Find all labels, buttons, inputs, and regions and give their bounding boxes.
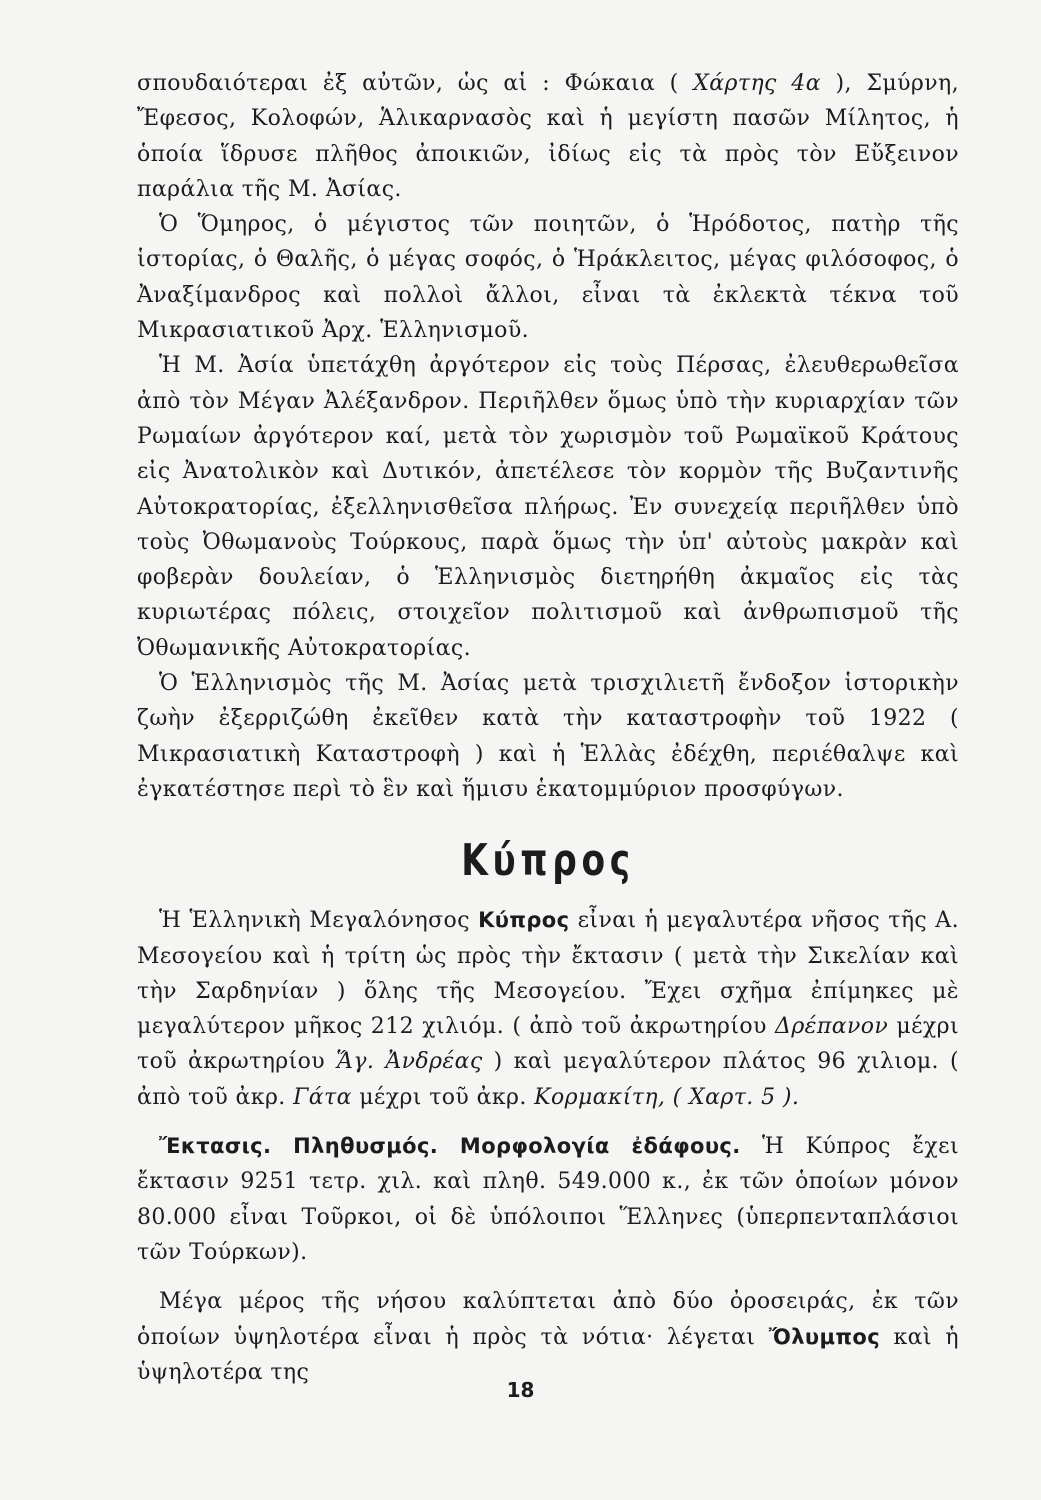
paragraph-ionian-cities [137,66,959,207]
paragraph-mountains [137,1284,959,1390]
place-name: Ἅγ. Ἀνδρέας [336,1049,483,1075]
paragraph-text: Μέγα μέρος τῆς νήσου καλύπτεται ἀπὸ δύο ὀροσειράς, ἐκ τῶν ὁποίων ὑψηλοτέρα εἶναι ἡ πρὸς τὰ νότια· λέγεται [137,1289,959,1350]
paragraph-area-population [137,1129,959,1270]
bold-term: Κύπρος [478,908,570,933]
page-number: 18 [506,1378,535,1402]
paragraph-text: εἶναι ἡ μεγαλυτέρα νῆσος τῆς Α. Μεσογείου καὶ ἡ τρίτη ὡς πρὸς τὴν ἔκτασιν ( μετὰ τὴν Σικελίαν καὶ τὴν Σαρδηνίαν ) ὅλης τῆς Μεσογείου. Ἔχει σχῆμα ἐπίμηκες μὲ μεγαλύτερον μῆκος 212 χιλιόμ. ( ἀπὸ τοῦ ἀκρωτηρίου [137,908,959,1040]
subsection-title: Ἔκτασις. Πληθυσμός. Μορφολογία ἐδάφους. [159,1134,741,1159]
paragraph-text: ), Σμύρνη, Ἔφεσος, Κολοφών, Ἁλικαρνασὸς καὶ ἡ μεγίστη πασῶν Μίλητος, ἡ ὁποία ἵδρυσε πλῆθος ἀποικιῶν, ἰδίως εἰς τὰ πρὸς τὸν Εὔξεινον παράλια τῆς Μ. Ἀσίας. [137,71,959,202]
paragraph-gap [137,1115,959,1129]
paragraph-text: μέχρι τοῦ ἀκρωτηρίου [137,1014,959,1075]
place-name: Κορμακίτη, ( Χαρτ. 5 ). [534,1084,800,1110]
place-name: Δρέπανον [775,1014,889,1040]
paragraph-famous-men: Ὁ Ὅμηρος, ὁ μέγιστος τῶν ποιητῶν, ὁ Ἡρόδοτος, πατὴρ τῆς ἱστορίας, ὁ Θαλῆς, ὁ μέγας σοφός, ὁ Ἡράκλειτος, μέγας φιλόσοφος, ὁ Ἀναξίμανδρος καὶ πολλοὶ ἄλλοι, εἶναι τὰ ἐκλεκτὰ τέκνα τοῦ Μικρασιατικοῦ Ἀρχ. Ἑλληνισμοῦ. [137,212,959,344]
paragraph-text: Ἡ Ἑλληνικὴ Μεγαλόνησος [159,908,479,934]
paragraph-gap [137,1270,959,1284]
bold-term: Ὄλυμπος [768,1324,881,1349]
paragraph-text: Ἡ Κύπρος ἔχει ἔκτασιν 9251 τετρ. χιλ. καὶ πληθ. 549.000 κ., ἐκ τῶν ὁποίων μόνον 80.000 εἶναι Τοῦρκοι, οἱ δὲ ὑπόλοιποι Ἕλληνες (ὑπερπενταπλάσιοι τῶν Τούρκων). [137,1134,959,1265]
paragraph-catastrophe: Ὁ Ἑλληνισμὸς τῆς Μ. Ἀσίας μετὰ τρισχιλιετῆ ἔνδοξον ἱστορικὴν ζωὴν ἐξερριζώθη ἐκεῖθεν κατὰ τὴν καταστροφὴν τοῦ 1922 ( Μικρασιατικὴ Καταστροφὴ ) καὶ ἡ Ἑλλὰς ἐδέχθη, περιέθαλψε καὶ ἐγκατέστησε περὶ τὸ ἓν καὶ ἥμισυ ἑκατομμύριον προσφύγων. [137,671,959,802]
paragraph-text: μέχρι τοῦ ἀκρ. [351,1084,535,1110]
page-body [137,66,959,1390]
section-heading: Κύπρος [461,835,635,887]
paragraph-history: Ἡ Μ. Ἀσία ὑπετάχθη ἀργότερον εἰς τοὺς Πέρσας, ἐλευθερωθεῖσα ἀπὸ τὸν Μέγαν Ἀλέξανδρον. Περιῆλθεν ὅμως ὑπὸ τὴν κυριαρχίαν τῶν Ρωμαίων ἀργότερον καί, μετὰ τὸν χωρισμὸν τοῦ Ρωμαϊκοῦ Κράτους εἰς Ἀνατολικὸν καὶ Δυτικόν, ἀπετέλεσε τὸν κορμὸν τῆς Βυζαντινῆς Αὐτοκρατορίας, ἐξελληνισθεῖσα πλήρως. Ἐν συνεχείᾳ περιῆλθεν ὑπὸ τοὺς Ὀθωμανοὺς Τούρκους, παρὰ ὅμως τὴν ὑπ' αὐτοὺς μακρὰν καὶ φοβερὰν δουλείαν, ὁ Ἑλληνισμὸς διετηρήθη ἀκμαῖος εἰς τὰς κυριωτέρας πόλεις, στοιχεῖον πολιτισμοῦ καὶ ἀνθρωπισμοῦ τῆς Ὀθωμανικῆς Αὐτοκρατορίας. [137,353,959,661]
map-reference: Χάρτης 4α [693,71,821,96]
place-name: Γάτα [293,1084,352,1110]
paragraph-cyprus-intro [137,903,959,1115]
paragraph-text: ) καὶ μεγαλύτερον πλάτος 96 χιλιομ. ( ἀπὸ τοῦ ἀκρ. [137,1049,959,1110]
paragraph-text: καὶ ἡ ὑψηλοτέρα της [137,1324,959,1385]
paragraph-text: σπουδαιότεραι ἐξ αὐτῶν, ὡς αἱ : Φώκαια ( [137,71,694,96]
